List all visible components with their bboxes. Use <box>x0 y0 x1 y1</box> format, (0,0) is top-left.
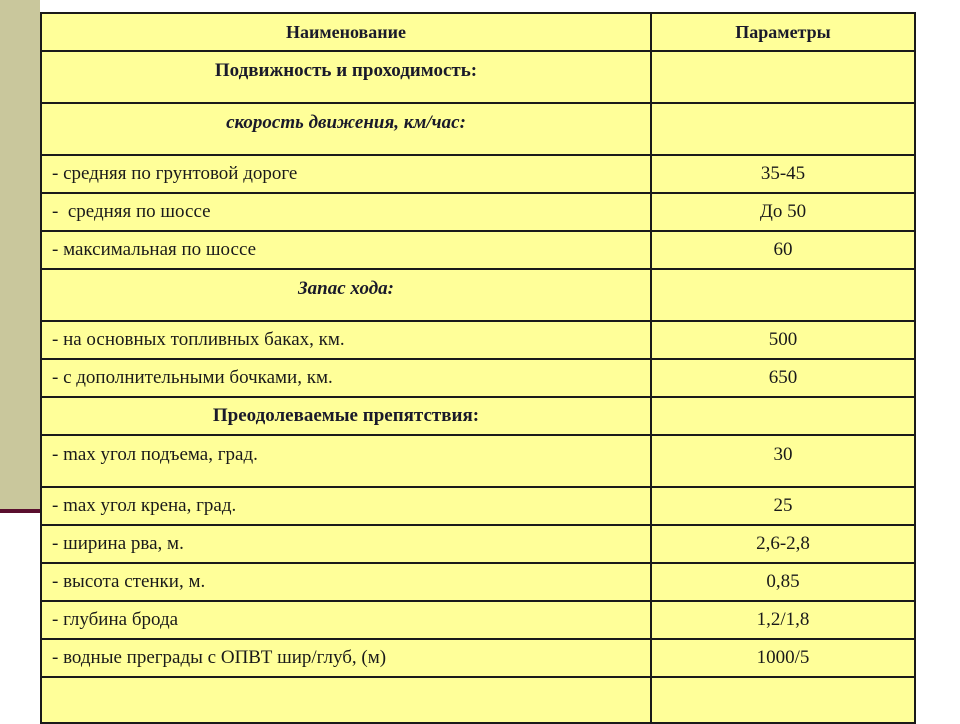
specifications-table <box>40 12 916 724</box>
row-label: - с дополнительными бочками, км. <box>41 359 651 397</box>
table-row <box>41 525 915 563</box>
table-row <box>41 639 915 677</box>
row-value: 2,6-2,8 <box>651 525 915 563</box>
section-row-range <box>41 269 915 321</box>
section-row-mobility <box>41 51 915 103</box>
section-row-speed <box>41 103 915 155</box>
table-row <box>41 563 915 601</box>
section-row-obstacles <box>41 397 915 435</box>
row-label: - ширина рва, м. <box>41 525 651 563</box>
empty-cell <box>651 269 915 321</box>
empty-cell <box>651 51 915 103</box>
table-row <box>41 435 915 487</box>
row-label: - глубина брода <box>41 601 651 639</box>
row-value: 30 <box>651 435 915 487</box>
row-value: 650 <box>651 359 915 397</box>
table-row <box>41 601 915 639</box>
row-value: 35-45 <box>651 155 915 193</box>
row-value: 0,85 <box>651 563 915 601</box>
row-label: - max угол подъема, град. <box>41 435 651 487</box>
row-value: 500 <box>651 321 915 359</box>
empty-row <box>41 677 915 723</box>
row-value: 25 <box>651 487 915 525</box>
row-value: 1000/5 <box>651 639 915 677</box>
empty-cell <box>651 677 915 723</box>
empty-cell <box>651 103 915 155</box>
row-label: - средняя по шоссе <box>41 193 651 231</box>
section-title-range: Запас хода: <box>41 269 651 321</box>
section-title-speed: скорость движения, км/час: <box>41 103 651 155</box>
row-label: - max угол крена, град. <box>41 487 651 525</box>
row-value: До 50 <box>651 193 915 231</box>
empty-cell <box>41 677 651 723</box>
side-decor-panel <box>0 0 40 512</box>
section-title-mobility: Подвижность и проходимость: <box>41 51 651 103</box>
table-row <box>41 155 915 193</box>
row-label: - средняя по грунтовой дороге <box>41 155 651 193</box>
header-name: Наименование <box>41 13 651 51</box>
table-row <box>41 359 915 397</box>
row-value: 60 <box>651 231 915 269</box>
row-label: - водные преграды с ОПВТ шир/глуб, (м) <box>41 639 651 677</box>
row-value: 1,2/1,8 <box>651 601 915 639</box>
row-label: - на основных топливных баках, км. <box>41 321 651 359</box>
table-row <box>41 487 915 525</box>
row-label: - высота стенки, м. <box>41 563 651 601</box>
section-title-obstacles: Преодолеваемые препятствия: <box>41 397 651 435</box>
row-label: - максимальная по шоссе <box>41 231 651 269</box>
header-row <box>41 13 915 51</box>
table-row <box>41 193 915 231</box>
table-row <box>41 231 915 269</box>
table-row <box>41 321 915 359</box>
header-params: Параметры <box>651 13 915 51</box>
empty-cell <box>651 397 915 435</box>
